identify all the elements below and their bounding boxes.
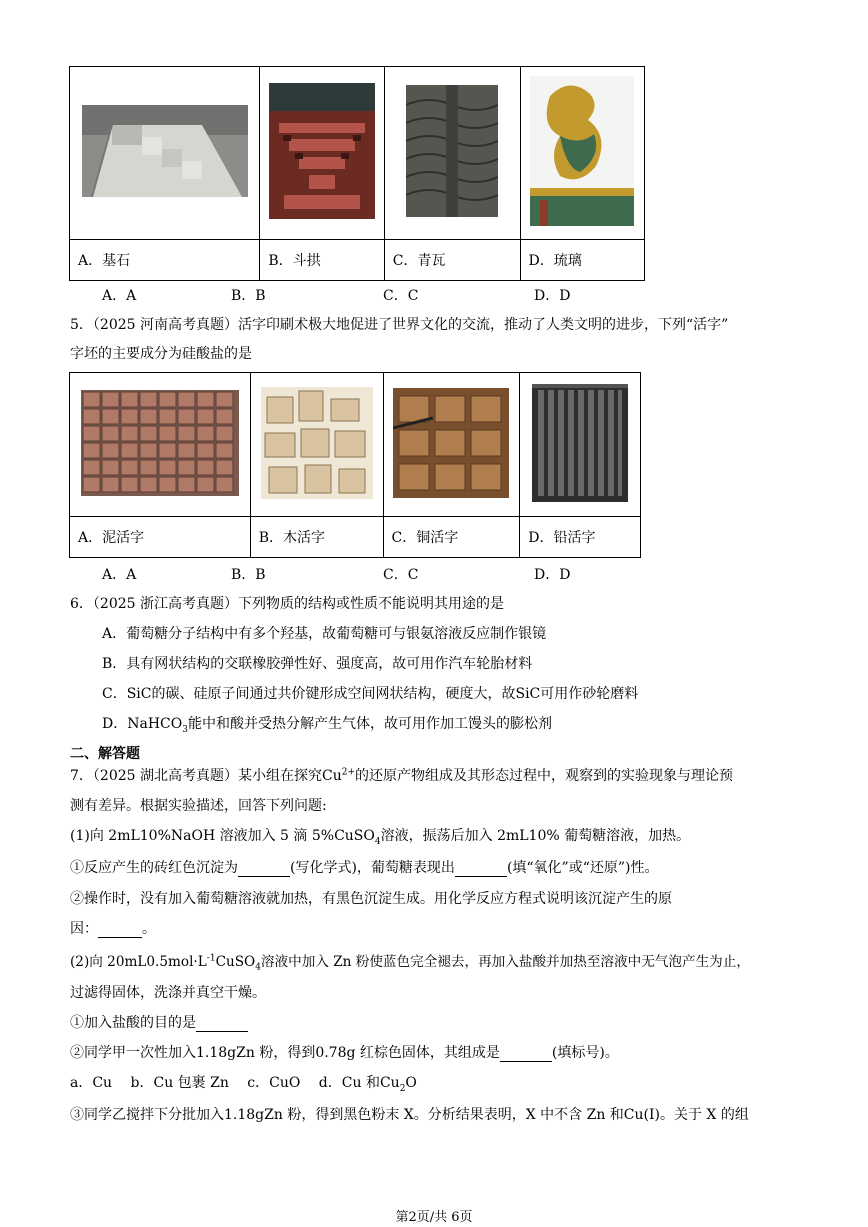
q7-stem-line2: 测有差异。根据实验描述，回答下列问题: xyxy=(70,798,327,814)
q4-options-table xyxy=(69,66,645,281)
q7-part1-sub: 4 xyxy=(374,836,381,847)
q7-part2-sub: 4 xyxy=(255,962,261,973)
q7-part2c: ③同学乙搅拌下分批加入1.18gZn 粉，得到黑色粉末 X。分析结果表明，X 中不含 Zn 和Cu(I)。关于 X 的组 xyxy=(70,1107,749,1123)
answer-blank-2[interactable] xyxy=(455,860,507,877)
q7-stem-line1 xyxy=(70,765,733,785)
q5-image-cell-d xyxy=(520,373,641,517)
q6-stem: 6．（2025 浙江高考真题）下列物质的结构或性质不能说明其用途的是 xyxy=(70,596,504,612)
q7-part1a-post: (填“氧化”或“还原”)性。 xyxy=(506,860,659,876)
q5-option-d[interactable]: D．D xyxy=(534,567,571,583)
q4-label-d: D．琉璃 xyxy=(520,240,644,281)
q7-part1-pre: (1)向 2mL10%NaOH 溶液加入 5 滴 5%CuSO xyxy=(70,828,375,844)
q7-part1b-post: 。 xyxy=(142,921,156,937)
q5-option-c[interactable]: C．C xyxy=(383,567,419,583)
q4-label-a: A．基石 xyxy=(70,240,260,281)
q7-part2-line2: 过滤得固体，洗涤并真空干燥。 xyxy=(70,985,266,1001)
q4-label-b: B．斗拱 xyxy=(260,240,384,281)
q5-label-c: C．铜活字 xyxy=(383,517,520,558)
q6-option-c[interactable]: C．SiC的碳、硅原子间通过共价键形成空间网状结构，硬度大，故SiC可用作砂轮磨料 xyxy=(102,686,639,702)
q6-option-d[interactable] xyxy=(102,713,552,735)
q7-stem-sup: 2+ xyxy=(341,767,355,778)
lead-type-photo xyxy=(532,384,628,502)
q4-option-c[interactable]: C．C xyxy=(383,288,419,304)
q7-choices-sub: 2 xyxy=(399,1083,406,1094)
q5-stem-line1: 5．（2025 河南高考真题）活字印刷术极大地促进了世界文化的交流，推动了人类文明的进步，下列“活字” xyxy=(70,317,729,333)
answer-blank-3[interactable] xyxy=(98,921,142,938)
q4-option-b[interactable]: B．B xyxy=(231,288,266,304)
q7-part2a xyxy=(70,1012,248,1032)
q5-label-b: B．木活字 xyxy=(250,517,383,558)
foundation-stone-photo xyxy=(82,105,248,197)
q6-option-d-sub: 3 xyxy=(182,724,188,735)
q4-label-c: C．青瓦 xyxy=(384,240,520,281)
q7-part2b xyxy=(70,1042,619,1062)
q4-option-a[interactable]: A．A xyxy=(102,288,137,304)
q5-image-cell-b xyxy=(250,373,383,517)
q7-choices xyxy=(70,1072,417,1094)
q7-part2b-pre: ②同学甲一次性加入1.18gZn 粉，得到0.78g 红棕色固体，其组成是 xyxy=(70,1045,500,1061)
q5-label-a: A．泥活字 xyxy=(70,517,251,558)
q7-choices-post: O xyxy=(405,1075,417,1091)
q6-option-a[interactable]: A．葡萄糖分子结构中有多个羟基，故葡萄糖可与银氨溶液反应制作银镜 xyxy=(102,626,547,642)
grey-tile-roof-photo xyxy=(406,85,498,217)
q4-image-cell-d xyxy=(520,67,644,240)
q7-part2-mid: CuSO xyxy=(215,954,256,970)
q7-part1a-pre: ①反应产生的砖红色沉淀为 xyxy=(70,860,238,876)
q6-option-d-post: 能中和酸并受热分解产生气体，故可用作加工馒头的膨松剂 xyxy=(187,716,552,732)
q7-part1-post: 溶液，振荡后加入 2mL10% 葡萄糖溶液，加热。 xyxy=(380,828,691,844)
q7-part1b-pre: 因： xyxy=(70,921,98,937)
copper-type-photo xyxy=(393,388,509,498)
q7-part1a xyxy=(70,857,659,877)
glazed-ridge-ornament-photo xyxy=(530,76,634,226)
q7-part2b-post: (填标号)。 xyxy=(551,1045,619,1061)
q6-option-d-pre: D．NaHCO xyxy=(102,716,183,732)
q7-part1a-mid: (写化学式)，葡萄糖表现出 xyxy=(290,860,455,876)
q7-stem-post: 的还原产物组成及其形态过程中，观察到的实验现象与理论预 xyxy=(355,768,733,784)
wood-type-photo xyxy=(261,387,373,499)
q5-stem-line2: 字坯的主要成分为硅酸盐的是 xyxy=(70,346,252,362)
q5-option-a[interactable]: A．A xyxy=(102,567,137,583)
q4-image-cell-c xyxy=(384,67,520,240)
q4-image-cell-b xyxy=(260,67,384,240)
q7-part2 xyxy=(70,950,750,973)
q5-image-cell-c xyxy=(383,373,520,517)
q5-option-b[interactable]: B．B xyxy=(231,567,266,583)
answer-blank-4[interactable] xyxy=(196,1015,248,1032)
answer-blank-1[interactable] xyxy=(238,860,290,877)
dougong-bracket-photo xyxy=(269,83,375,219)
q4-image-cell-a xyxy=(70,67,260,240)
q4-option-d[interactable]: D．D xyxy=(534,288,571,304)
q7-part2-pre: (2)向 20mL0.5mol·L xyxy=(70,954,207,970)
section-heading: 二、解答题 xyxy=(70,746,140,762)
q7-stem-pre: 7．（2025 湖北高考真题）某小组在探究Cu xyxy=(70,768,342,784)
q7-part1b-line2 xyxy=(70,918,156,938)
q7-choices-pre: a．Cu b．Cu 包裹 Zn c．CuO d．Cu 和Cu xyxy=(70,1075,400,1091)
clay-type-photo xyxy=(81,390,239,496)
q7-part1 xyxy=(70,825,690,847)
q7-part2a-text: ①加入盐酸的目的是 xyxy=(70,1015,196,1031)
q5-options-table xyxy=(69,372,641,558)
q7-part2-post: 溶液中加入 Zn 粉使蓝色完全褪去，再加入盐酸并加热至溶液中无气泡产生为止， xyxy=(260,954,750,970)
q7-part1b-line1: ②操作时，没有加入葡萄糖溶液就加热，有黑色沉淀生成。用化学反应方程式说明该沉淀产生的原 xyxy=(70,891,672,907)
q7-part2-sup: -1 xyxy=(206,953,216,964)
answer-blank-5[interactable] xyxy=(500,1045,552,1062)
q5-label-d: D．铅活字 xyxy=(520,517,641,558)
page-footer: 第2页/共 6页 xyxy=(395,1210,473,1225)
q6-option-b[interactable]: B．具有网状结构的交联橡胶弹性好、强度高，故可用作汽车轮胎材料 xyxy=(102,656,533,672)
q5-image-cell-a xyxy=(70,373,251,517)
